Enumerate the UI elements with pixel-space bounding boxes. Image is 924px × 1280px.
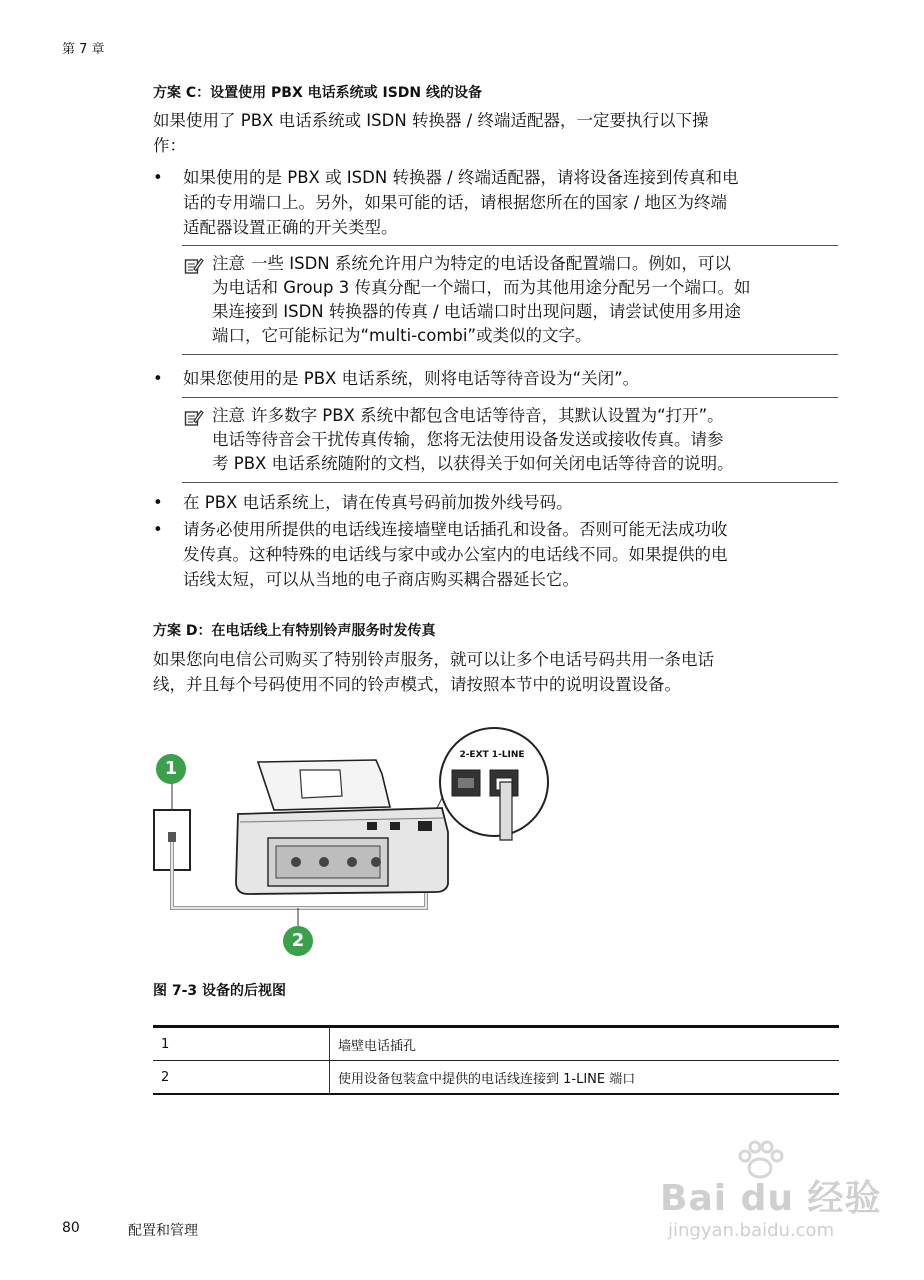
legend-description: 使用设备包装盒中提供的电话线连接到 1-LINE 端口 [330,1061,840,1095]
bullet-line: 话线太短，可以从当地的电子商店购买耦合器延长它。 [183,570,579,589]
section-c-intro [153,108,709,158]
legend-number: 1 [153,1027,330,1061]
chapter-label: 第 7 章 [62,42,105,57]
bullet-marker: • [153,493,163,512]
page-number: 80 [62,1220,80,1236]
legend-number: 2 [153,1061,330,1095]
note-line: 考 PBX 电话系统随附的文档，以获得关于如何关闭电话等待音的说明。 [212,454,734,473]
note-line: 许多数字 PBX 系统中都包含电话等待音，其默认设置为“打开”。 [251,406,724,425]
callout-1: 1 [156,754,186,784]
bullet-marker: • [153,369,163,388]
paw-icon [735,1140,785,1184]
note-label: 注意 [212,254,245,273]
note-line: 果连接到 ISDN 转换器的传真 / 电话端口时出现问题，请尝试使用多用途 [212,302,741,321]
figure-caption: 图 7-3 设备的后视图 [153,983,287,999]
intro-line: 如果您向电信公司购买了特别铃声服务，就可以让多个电话号码共用一条电话 [153,650,714,669]
note-box [182,245,838,355]
table-row [153,1061,839,1095]
legend-table [153,1025,839,1095]
watermark-brand: Bai du 经验 [660,1178,882,1219]
bullet-line: 请务必使用所提供的电话线连接墙壁电话插孔和设备。否则可能无法成功收 [183,520,728,539]
port-label: 2-EXT 1-LINE [459,750,525,760]
intro-line: 如果使用了 PBX 电话系统或 ISDN 转换器 / 终端适配器，一定要执行以下操 [153,111,709,130]
bullet-line: 如果使用的是 PBX 或 ISDN 转换器 / 终端适配器，请将设备连接到传真和电 [183,168,739,187]
intro-line: 线，并且每个号码使用不同的铃声模式，请按照本节中的说明设置设备。 [153,675,681,694]
section-d-intro [153,647,714,697]
section-c-heading: 方案 C：设置使用 PBX 电话系统或 ISDN 线的设备 [153,85,482,101]
bullet-line: 适配器设置正确的开关类型。 [183,218,398,237]
note-line: 电话等待音会干扰传真传输，您将无法使用设备发送或接收传真。请参 [212,430,724,449]
bullet-line: 在 PBX 电话系统上，请在传真号码前加拨外线号码。 [183,493,573,512]
note-box [182,397,838,483]
bullet-line: 如果您使用的是 PBX 电话系统，则将电话等待音设为“关闭”。 [183,369,640,388]
note-line: 端口，它可能标记为“multi-combi”或类似的文字。 [212,326,592,345]
bullet-marker: • [153,168,163,187]
rear-view-figure [150,722,550,962]
section-d-heading: 方案 D：在电话线上有特别铃声服务时发传真 [153,623,436,639]
bullet-line: 发传真。这种特殊的电话线与家中或办公室内的电话线不同。如果提供的电 [183,545,728,564]
note-label: 注意 [212,406,245,425]
note-line: 为电话和 Group 3 传真分配一个端口，而为其他用途分配另一个端口。如 [212,278,751,297]
callout-2: 2 [283,926,313,956]
bullet-marker: • [153,520,163,539]
footer-section: 配置和管理 [128,1223,198,1239]
watermark-url: jingyan.baidu.com [668,1220,835,1241]
line-plug [500,782,512,840]
intro-line: 作： [153,136,186,155]
legend-description: 墙壁电话插孔 [330,1027,840,1061]
bullet-line: 话的专用端口上。另外，如果可能的话，请根据您所在的国家 / 地区为终端 [183,193,728,212]
table-row [153,1027,839,1061]
note-line: 一些 ISDN 系统允许用户为特定的电话设备配置端口。例如，可以 [251,254,731,273]
